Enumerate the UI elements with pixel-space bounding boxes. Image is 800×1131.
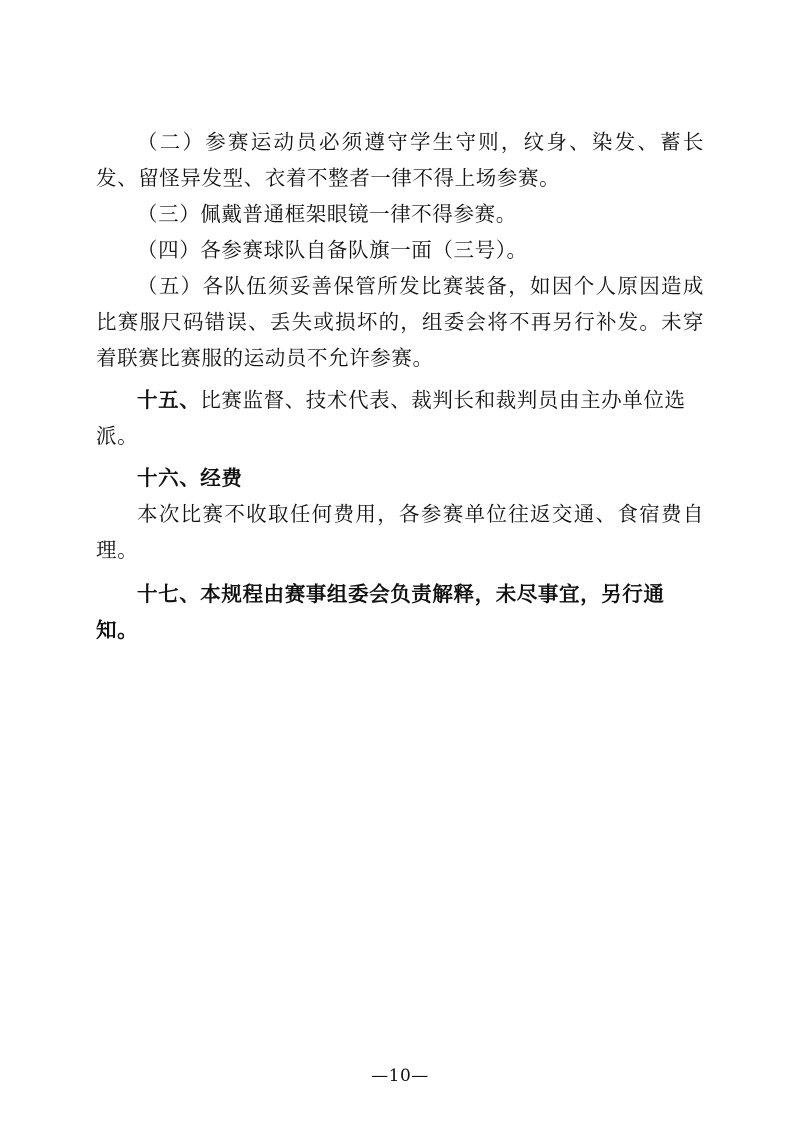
section-17-heading: 十七、本规程由赛事组委会负责解释，未尽事宜，另行通知。 — [96, 582, 665, 642]
rule-paragraph-5: （五）各队伍须妥善保管所发比赛装备，如因个人原因造成比赛服尺码错误、丢失或损坏的，组委会将不再另行补发。未穿着联赛比赛服的运动员不允许参赛。 — [96, 274, 704, 370]
document-body — [96, 124, 704, 648]
section-15-text: 比赛监督、技术代表、裁判长和裁判员由主办单位选派。 — [96, 388, 686, 448]
rule-paragraph-4: （四）各参赛球队自备队旗一面（三号）。 — [137, 238, 528, 262]
page-number: —10— — [371, 1066, 429, 1086]
section-16-body: 本次比赛不收取任何费用，各参赛单位往返交通、食宿费自理。 — [96, 502, 704, 562]
section-15 — [96, 382, 704, 454]
section-15-heading: 十五、 — [137, 388, 201, 412]
rule-paragraph-2: （二）参赛运动员必须遵守学生守则，纹身、染发、蓄长发、留怪异发型、衣着不整者一律不得上场参赛。 — [96, 130, 704, 190]
section-16-heading: 十六、经费 — [137, 466, 243, 490]
rule-paragraph-3: （三）佩戴普通框架眼镜一律不得参赛。 — [137, 202, 517, 226]
